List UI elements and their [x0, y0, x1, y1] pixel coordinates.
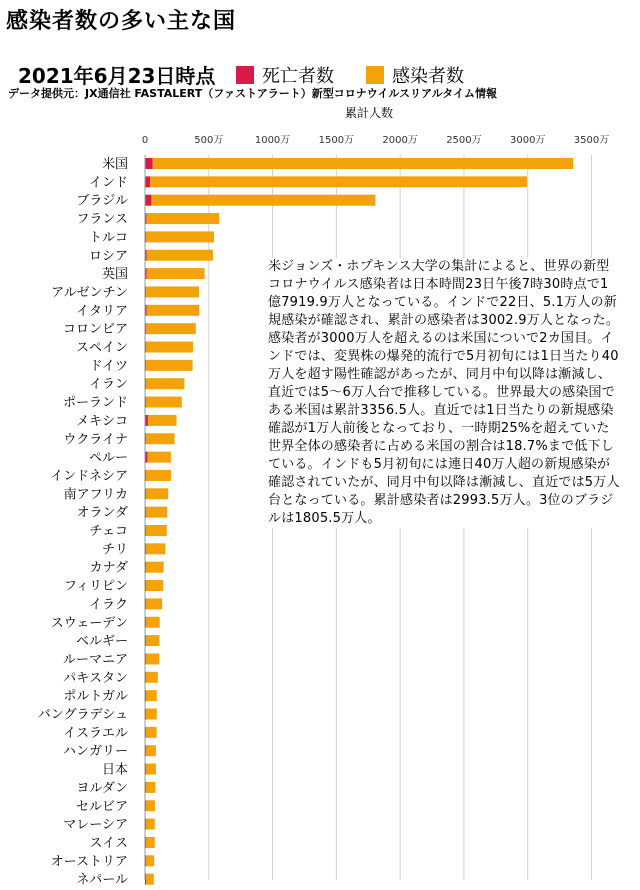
category-label: フランス	[76, 212, 128, 228]
bar-cases	[146, 488, 168, 499]
category-label: チェコ	[89, 524, 128, 539]
bar-cases	[146, 378, 184, 389]
bar-cases	[147, 250, 213, 261]
category-label: ベルギー	[75, 634, 128, 650]
category-label: メキシコ	[76, 413, 128, 429]
category-label: インド	[88, 175, 128, 191]
category-label: 米国	[101, 157, 128, 172]
x-tick-label: 3500万	[573, 135, 610, 146]
category-label: イスラエル	[63, 725, 128, 741]
bar-cases	[146, 617, 160, 628]
bar-cases	[146, 782, 155, 793]
bar-cases	[146, 525, 167, 536]
category-label: ブラジル	[76, 193, 128, 209]
category-label: ポルトガル	[63, 689, 128, 705]
bar-cases	[146, 360, 192, 371]
x-tick-label: 2000万	[382, 135, 418, 146]
x-tick-label: 0	[141, 135, 149, 146]
category-label: ネパール	[76, 872, 128, 888]
data-credit: データ提供元：JX通信社 FASTALERT（ファストアラート）新型コロナウイルスリアルタイム情報	[8, 87, 497, 100]
x-tick-label: 500万	[194, 135, 224, 146]
category-label: パキスタン	[63, 670, 128, 686]
x-tick-label: 2500万	[446, 135, 482, 146]
category-label: イラン	[88, 377, 128, 393]
bar-cases	[146, 874, 154, 885]
x-tick-label: 3000万	[509, 135, 546, 146]
category-label: トルコ	[88, 230, 128, 246]
category-label: コロンビア	[62, 322, 128, 338]
bar-cases	[148, 415, 177, 426]
bar-cases	[146, 764, 156, 775]
bar-cases	[146, 507, 167, 518]
page-title: 感染者数の多い主な国	[6, 9, 237, 34]
bar-cases	[146, 231, 214, 242]
category-label: イタリア	[75, 303, 128, 319]
category-label: スイス	[89, 835, 128, 851]
bar-cases	[153, 158, 574, 169]
bar-cases	[147, 305, 200, 316]
bar-cases	[146, 837, 155, 848]
bar-cases	[146, 653, 159, 664]
bar-cases	[150, 176, 527, 187]
bar-cases	[146, 342, 193, 353]
bar-deaths	[145, 158, 153, 169]
bar-cases	[151, 195, 375, 206]
bar-cases	[146, 690, 157, 701]
bar-cases	[146, 543, 165, 554]
category-label: 南アフリカ	[63, 487, 128, 503]
bar-cases	[146, 598, 162, 609]
bar-cases	[146, 286, 199, 297]
bar-cases	[146, 580, 163, 591]
category-label: アルゼンチン	[51, 285, 128, 301]
x-tick-label: 1000万	[254, 135, 291, 146]
bar-cases	[146, 433, 175, 444]
category-label: 日本	[101, 762, 128, 778]
category-label: ヨルダン	[76, 780, 128, 796]
category-label: フィリピン	[64, 579, 128, 595]
category-label: ハンガリー	[62, 744, 128, 760]
category-label: バングラデシュ	[37, 707, 128, 723]
bar-cases	[146, 470, 171, 481]
bar-cases	[146, 562, 164, 573]
category-label: オランダ	[76, 505, 128, 521]
category-label: ポーランド	[62, 395, 128, 411]
category-label: スウェーデン	[50, 615, 128, 631]
category-label: チリ	[101, 542, 128, 558]
category-label: ロシア	[88, 248, 128, 264]
category-label: インドネシア	[50, 468, 128, 484]
legend-label-cases: 感染者数	[392, 66, 464, 87]
x-axis-title: 累計人数	[345, 106, 394, 120]
bar-cases	[146, 745, 156, 756]
bar-cases	[146, 727, 157, 738]
news-note: 米ジョンズ・ホプキンス大学の集計によると、世界の新型コロナウイルス感染者は日本時間23日午後7時30時点で1億7919.9万人となっている。インドで22日、5.1万人の新規感染が確認され、累計の感染者は3002.9万人となった。感染者が3000万人を超えるのは米国についで2カ国目。インドでは、変異株の爆発的流行で5月初旬には1日当たり40万人を超す陽性確認があったが、同月中旬以降は漸減し、直近では5～6万人台で推移している。世界最大の感染国である米国は累計3356.5人。直近では1日当たりの新規感染確認が1万人前後となっており、一時期25%を超えていた世界全体の感染者に占める米国の割合は18.7%まで低下している。インドも5月初旬には連日40万人超の新規感染が確認されていたが、同月中旬以降は漸減し、直近では5万人台となっている。累計感染者は2993.5万人。3位のブラジルは1805.5万人。	[268, 259, 620, 526]
category-label: オーストリア	[50, 854, 128, 870]
as-of-date: 2021年6月23日時点	[18, 64, 216, 88]
bar-cases	[146, 800, 155, 811]
bar-cases	[146, 709, 157, 720]
category-label: セルビア	[75, 799, 128, 815]
bar-cases	[146, 323, 195, 334]
bar-cases	[146, 213, 219, 224]
category-label: カナダ	[89, 560, 128, 576]
category-label: ドイツ	[89, 358, 128, 374]
category-label: ペルー	[88, 450, 128, 466]
category-label: ルーマニア	[62, 652, 128, 668]
legend-label-deaths: 死亡者数	[262, 66, 334, 87]
bar-cases	[146, 819, 155, 830]
x-tick-label: 1500万	[318, 135, 355, 146]
bar-deaths	[145, 176, 150, 187]
bar-cases	[146, 397, 182, 408]
category-label: マレーシア	[63, 817, 128, 833]
bar-cases	[146, 672, 158, 683]
bar-cases	[147, 268, 205, 279]
category-label: スペイン	[75, 340, 128, 356]
bar-cases	[146, 635, 159, 646]
bar-cases	[146, 855, 154, 866]
category-label: イラク	[88, 597, 128, 613]
bar-deaths	[145, 195, 151, 206]
category-label: ウクライナ	[63, 432, 128, 448]
bar-cases	[147, 452, 170, 463]
category-label: 英国	[101, 267, 128, 283]
